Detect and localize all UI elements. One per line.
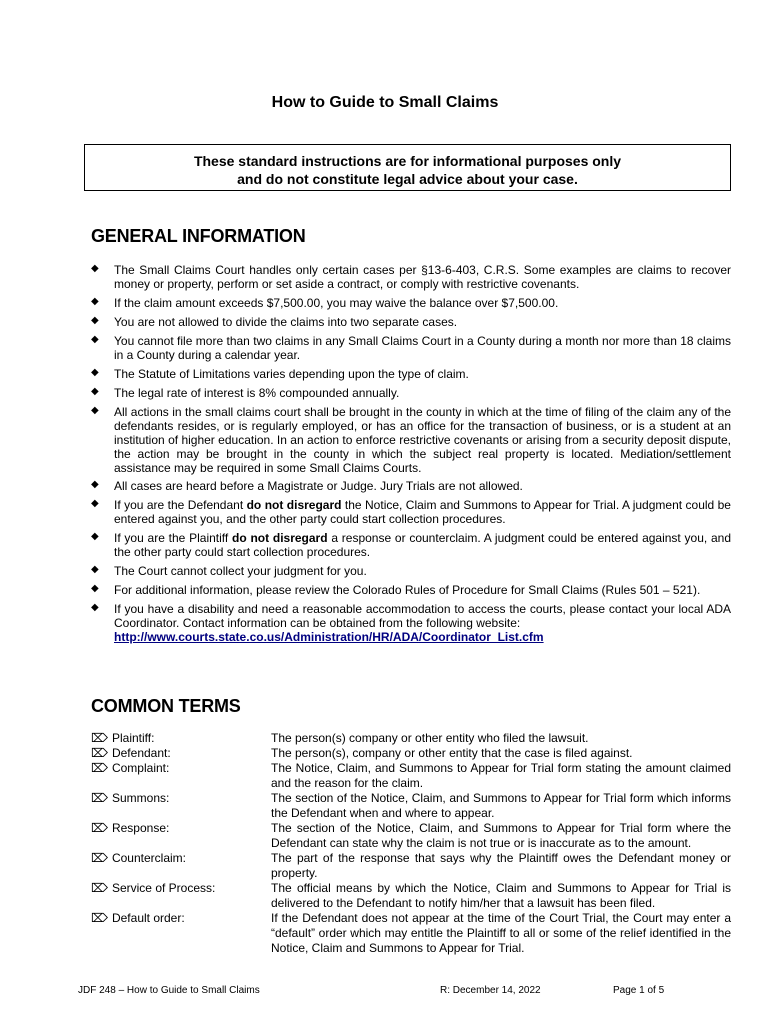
ada-coordinator-link[interactable]: http://www.courts.state.co.us/Administration/HR/ADA/Coordinator_List.cfm — [114, 630, 544, 644]
term-name — [91, 731, 271, 746]
checkbox-arrow-icon: ⌦ — [91, 911, 108, 925]
checkbox-arrow-icon: ⌦ — [91, 731, 108, 745]
info-bullet-item — [91, 531, 731, 559]
term-label: Response: — [111, 821, 170, 835]
diamond-bullet-icon: ◆ — [91, 334, 99, 345]
term-label: Summons: — [111, 791, 170, 805]
term-row — [91, 881, 731, 911]
term-definition: The Notice, Claim, and Summons to Appear for Trial form stating the amount claimed and the reason for the claim. — [271, 761, 731, 790]
info-bullet-item — [91, 296, 731, 310]
diamond-bullet-icon: ◆ — [91, 531, 99, 542]
checkbox-arrow-icon: ⌦ — [91, 761, 108, 775]
term-definition: If the Defendant does not appear at the time of the Court Trial, the Court may enter a “default” order which may entitle the Plaintiff to all or some of the relief identified in the Notice, Claim and Summons to Appear for Trial. — [271, 911, 731, 955]
general-information-heading: GENERAL INFORMATION — [91, 226, 306, 246]
info-bullet-item — [91, 315, 731, 329]
term-name — [91, 791, 271, 821]
diamond-bullet-icon: ◆ — [91, 583, 99, 594]
info-bullet-item — [91, 498, 731, 526]
diamond-bullet-icon: ◆ — [91, 405, 99, 416]
term-row — [91, 851, 731, 881]
diamond-bullet-icon: ◆ — [91, 479, 99, 490]
checkbox-arrow-icon: ⌦ — [91, 791, 108, 805]
footer-page-number: Page 1 of 5 — [613, 985, 665, 996]
term-definition: The person(s) company or other entity who filed the lawsuit. — [271, 731, 589, 745]
term-row — [91, 731, 731, 746]
footer-revision-date: R: December 14, 2022 — [440, 985, 541, 996]
common-terms-heading: COMMON TERMS — [91, 696, 241, 716]
disclaimer-box — [84, 144, 731, 191]
info-bullet-item — [91, 334, 731, 362]
info-bullet-item — [91, 367, 731, 381]
diamond-bullet-icon: ◆ — [91, 296, 99, 307]
diamond-bullet-icon: ◆ — [91, 564, 99, 575]
info-bullet-item — [91, 564, 731, 578]
term-name — [91, 821, 271, 851]
info-bullet-item — [91, 263, 731, 291]
bullet-text: The Statute of Limitations varies depending upon the type of claim. — [114, 367, 469, 381]
term-label: Defendant: — [111, 746, 171, 760]
term-name — [91, 851, 271, 881]
bullet-text: All cases are heard before a Magistrate or Judge. Jury Trials are not allowed. — [114, 479, 523, 493]
info-bullet-item — [91, 386, 731, 400]
bullet-text: The Small Claims Court handles only certain cases per §13-6-403, C.R.S. Some examples are claims to recover money or property, perform or set aside a contract, or comply with restrictive covenants. — [114, 263, 731, 291]
bullet-text: You cannot file more than two claims in any Small Claims Court in a County during a month nor more than 18 claims in a County during a calendar year. — [114, 334, 731, 362]
bullet-text: a response or counterclaim. A judgment could be entered against you, and the other party could start collection procedures. — [114, 531, 731, 559]
checkbox-arrow-icon: ⌦ — [91, 851, 108, 865]
bullet-text: For additional information, please review the Colorado Rules of Procedure for Small Claims (Rules 501 – 521). — [114, 583, 701, 597]
term-label: Complaint: — [111, 761, 170, 775]
footer-form-name: JDF 248 – How to Guide to Small Claims — [78, 985, 260, 996]
term-definition: The person(s), company or other entity that the case is filed against. — [271, 746, 633, 760]
term-row — [91, 791, 731, 821]
checkbox-arrow-icon: ⌦ — [91, 821, 108, 835]
bullet-text: The Court cannot collect your judgment for you. — [114, 564, 367, 578]
checkbox-arrow-icon: ⌦ — [91, 746, 108, 760]
term-row — [91, 821, 731, 851]
term-name — [91, 761, 271, 791]
term-name — [91, 881, 271, 911]
bullet-text: You are not allowed to divide the claims into two separate cases. — [114, 315, 458, 329]
diamond-bullet-icon: ◆ — [91, 386, 99, 397]
term-label: Default order: — [111, 911, 185, 925]
diamond-bullet-icon: ◆ — [91, 367, 99, 378]
term-name — [91, 911, 271, 956]
diamond-bullet-icon: ◆ — [91, 263, 99, 274]
term-row — [91, 761, 731, 791]
bullet-emphasis: do not disregard — [232, 531, 328, 545]
term-label: Plaintiff: — [111, 731, 155, 745]
bullet-text: If the claim amount exceeds $7,500.00, you may waive the balance over $7,500.00. — [114, 296, 559, 310]
bullet-text: If you have a disability and need a reasonable accommodation to access the courts, please contact your local ADA Coordinator. Contact information can be obtained from the following website: — [114, 602, 731, 630]
checkbox-arrow-icon: ⌦ — [91, 881, 108, 895]
term-definition: The part of the response that says why the Plaintiff owes the Defendant money or property. — [271, 851, 731, 880]
term-row — [91, 911, 731, 956]
bullet-text: If you are the Plaintiff — [114, 531, 233, 545]
bullet-text: All actions in the small claims court shall be brought in the county in which at the time of filing of the claim any of the defendants resides, or is regularly employed, or has an office for the transaction of business, or is a student at an institution of higher education. In an action to enforce restrictive covenants or arising from a security deposit dispute, the action may be brought in the county in which the subject real property is located. Mediation/settlement assistance may be required in some Small Claims Courts. — [114, 405, 731, 475]
info-bullet-item — [91, 405, 731, 475]
bullet-emphasis: do not disregard — [246, 498, 342, 512]
term-row — [91, 746, 731, 761]
disclaimer-line-1: These standard instructions are for informational purposes only — [193, 153, 622, 169]
general-information-list — [91, 263, 731, 649]
diamond-bullet-icon: ◆ — [91, 315, 99, 326]
term-label: Counterclaim: — [111, 851, 186, 865]
common-terms-list — [91, 731, 731, 956]
info-bullet-item — [91, 583, 731, 597]
diamond-bullet-icon: ◆ — [91, 602, 99, 613]
term-name — [91, 746, 271, 761]
term-definition: The section of the Notice, Claim, and Summons to Appear for Trial form where the Defendant can state why the claim is not true or is inaccurate as to the amount. — [271, 821, 731, 850]
diamond-bullet-icon: ◆ — [91, 498, 99, 509]
term-definition: The section of the Notice, Claim, and Summons to Appear for Trial form which informs the Defendant when and where to appear. — [271, 791, 731, 820]
term-label: Service of Process: — [111, 881, 216, 895]
disclaimer-line-2: and do not constitute legal advice about your case. — [237, 171, 578, 187]
bullet-text: If you are the Defendant — [114, 498, 247, 512]
bullet-text: The legal rate of interest is 8% compounded annually. — [114, 386, 400, 400]
page-title: How to Guide to Small Claims — [271, 94, 499, 111]
info-bullet-item — [91, 602, 731, 644]
bullet-text: the Notice, Claim and Summons to Appear for Trial. A judgment could be entered against you, and the other party could start collection procedures. — [114, 498, 731, 526]
info-bullet-item — [91, 479, 731, 493]
term-definition: The official means by which the Notice, Claim and Summons to Appear for Trial is delivered to the Defendant to notify him/her that a lawsuit has been filed. — [271, 881, 731, 910]
